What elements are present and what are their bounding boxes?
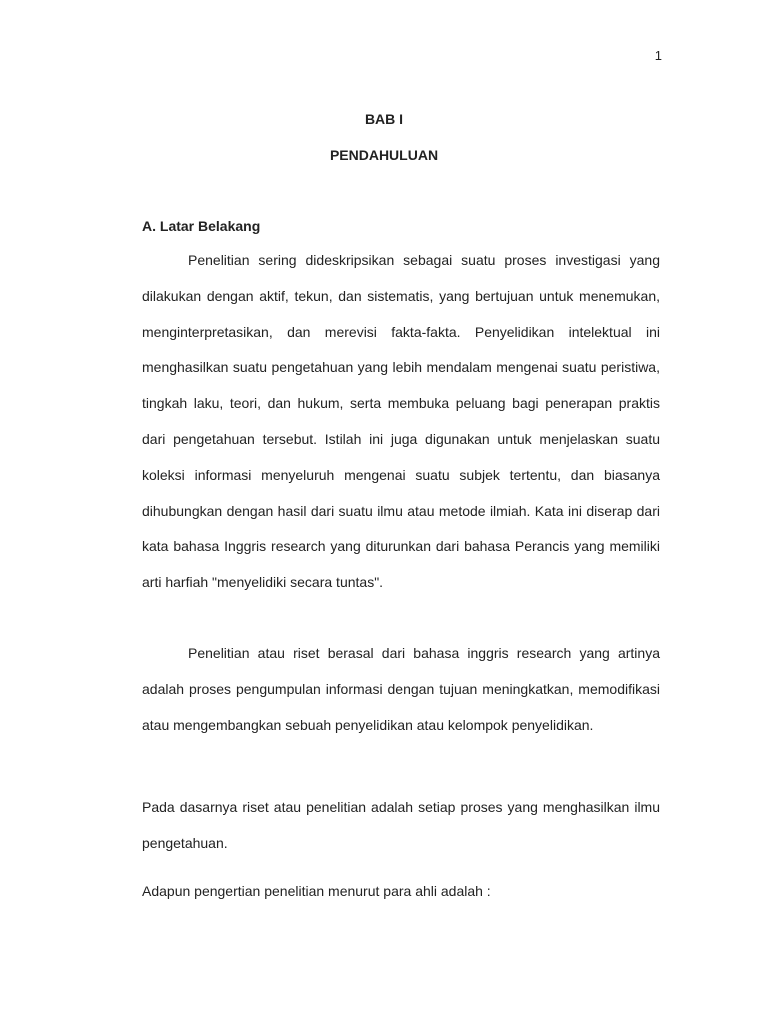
paragraph-block-1 — [142, 243, 660, 601]
paragraph-4: Adapun pengertian penelitian menurut para ahli adalah : — [142, 883, 491, 899]
chapter-number: BAB I — [364, 111, 404, 127]
page-number: 1 — [654, 48, 662, 63]
paragraph-2: Penelitian atau riset berasal dari bahasa inggris research yang artinya adalah proses pengumpulan informasi dengan tujuan meningkatkan, memodifikasi atau mengembangkan sebuah penyelidikan atau kelompok penyelidikan. — [142, 645, 660, 733]
paragraph-block-2 — [142, 636, 660, 743]
paragraph-block-4 — [142, 874, 660, 910]
paragraph-block-3 — [142, 790, 660, 862]
section-heading: A. Latar Belakang — [142, 218, 261, 234]
chapter-title: PENDAHULUAN — [329, 147, 439, 163]
paragraph-3: Pada dasarnya riset atau penelitian adalah setiap proses yang menghasilkan ilmu pengetahuan. — [142, 799, 660, 851]
paragraph-1: Penelitian sering dideskripsikan sebagai suatu proses investigasi yang dilakukan dengan aktif, tekun, dan sistematis, yang bertujuan untuk menemukan, menginterpretasikan, dan merevisi fakta-fakta. Penyelidikan intelektual ini menghasilkan suatu pengetahuan yang lebih mendalam mengenai suatu peristiwa, tingkah laku, teori, dan hukum, serta membuka peluang bagi penerapan praktis dari pengetahuan tersebut. Istilah ini juga digunakan untuk menjelaskan suatu koleksi informasi menyeluruh mengenai suatu subjek tertentu, dan biasanya dihubungkan dengan hasil dari suatu ilmu atau metode ilmiah. Kata ini diserap dari kata bahasa Inggris research yang diturunkan dari bahasa Perancis yang memiliki arti harfiah "menyelidiki secara tuntas". — [142, 252, 660, 591]
